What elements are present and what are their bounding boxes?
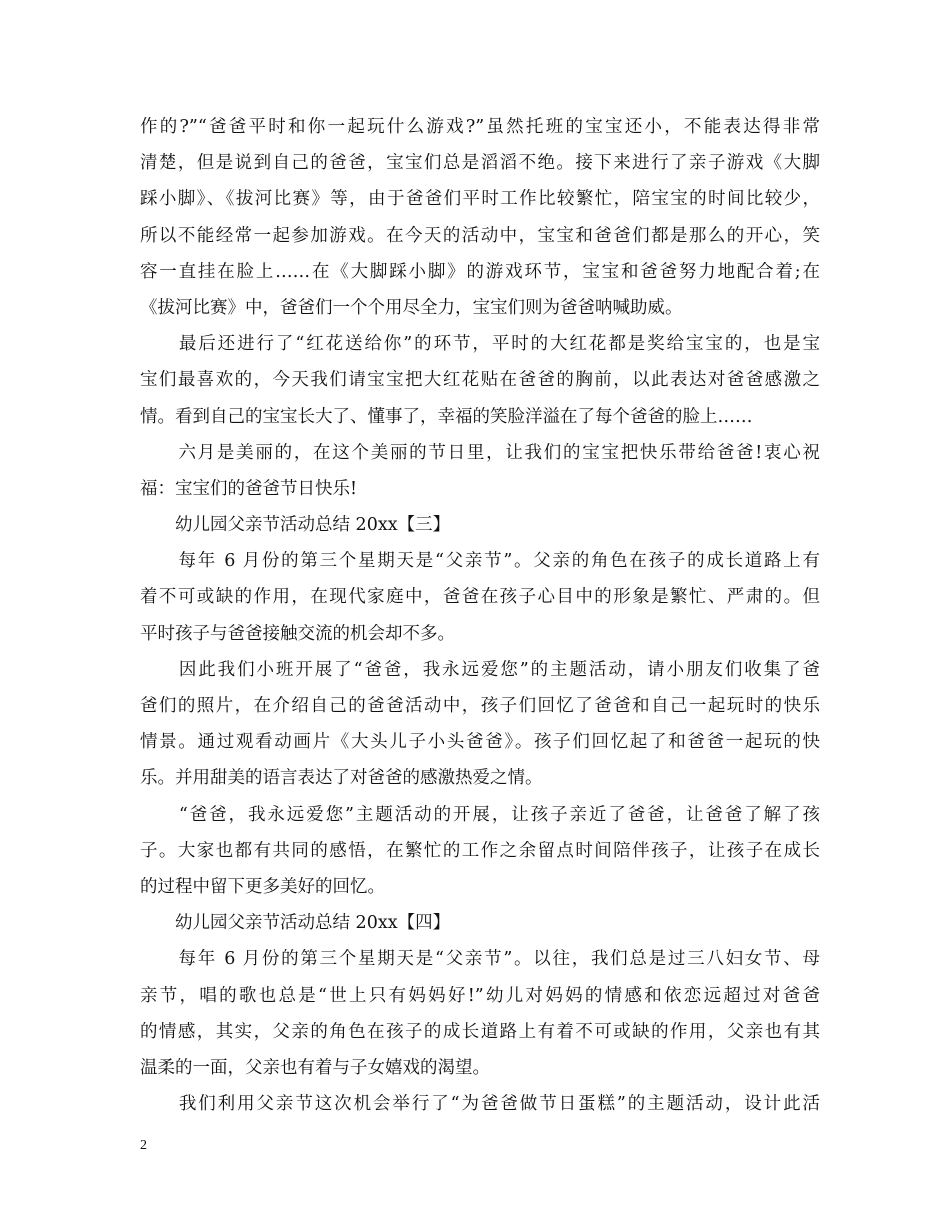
- text-line: 福：宝宝们的爸爸节日快乐!: [140, 478, 358, 499]
- text-line: 亲节，唱的歌也总是“世上只有妈妈好!”幼儿对妈妈的情感和依恋远超过对爸爸: [140, 985, 820, 1006]
- text-line: 《拔河比赛》中，爸爸们一个个用尽全力，宝宝们则为爸爸呐喊助威。: [140, 297, 683, 318]
- text-line: 每年 6 月份的第三个星期天是“父亲节”。父亲的角色在孩子的成长道路上有: [140, 551, 820, 572]
- text-line: 平时孩子与爸爸接触交流的机会却不多。: [140, 623, 455, 644]
- body-text: [140, 109, 820, 1122]
- text-line: 温柔的一面，父亲也有着与子女嬉戏的渴望。: [140, 1057, 490, 1078]
- text-line: 着不可或缺的作用，在现代家庭中，爸爸在孩子心目中的形象是繁忙、严肃的。但: [140, 587, 820, 608]
- text-line: 每年 6 月份的第三个星期天是“父亲节”。以往，我们总是过三八妇女节、母: [140, 949, 820, 970]
- section-heading: 幼儿园父亲节活动总结 20xx【四】: [140, 913, 451, 934]
- section-heading: 幼儿园父亲节活动总结 20xx【三】: [140, 515, 451, 536]
- text-line: “爸爸，我永远爱您”主题活动的开展，让孩子亲近了爸爸，让爸爸了解了孩: [140, 804, 820, 825]
- text-line: 乐。并用甜美的语言表达了对爸爸的感激热爱之情。: [140, 768, 543, 789]
- text-line: 容一直挂在脸上……在《大脚踩小脚》的游戏环节，宝宝和爸爸努力地配合着;在: [140, 261, 820, 282]
- text-line: 作的?”“爸爸平时和你一起玩什么游戏?”虽然托班的宝宝还小，不能表达得非常: [140, 117, 820, 137]
- text-line: 的情感，其实，父亲的角色在孩子的成长道路上有着不可或缺的作用，父亲也有其: [140, 1021, 820, 1042]
- text-line: 子。大家也都有共同的感悟，在繁忙的工作之余留点时间陪伴孩子，让孩子在成长: [140, 840, 820, 861]
- text-line: 清楚，但是说到自己的爸爸，宝宝们总是滔滔不绝。接下来进行了亲子游戏《大脚: [140, 153, 820, 174]
- text-line: 所以不能经常一起参加游戏。在今天的活动中，宝宝和爸爸们都是那么的开心，笑: [140, 225, 820, 246]
- text-line: 情。看到自己的宝宝长大了、懂事了，幸福的笑脸洋溢在了每个爸爸的脸上……: [140, 406, 753, 427]
- page-number: 2: [140, 1138, 147, 1153]
- text-line: 的过程中留下更多美好的回忆。: [140, 876, 385, 897]
- text-line: 宝们最喜欢的，今天我们请宝宝把大红花贴在爸爸的胸前，以此表达对爸爸感激之: [140, 370, 820, 391]
- text-line: 因此我们小班开展了“爸爸，我永远爱您”的主题活动，请小朋友们收集了爸: [140, 659, 820, 680]
- text-line: 踩小脚》、《拔河比赛》等，由于爸爸们平时工作比较繁忙，陪宝宝的时间比较少，: [140, 189, 820, 210]
- text-line: 情景。通过观看动画片《大头儿子小头爸爸》。孩子们回忆起了和爸爸一起玩的快: [140, 732, 820, 753]
- text-line: 最后还进行了“红花送给你”的环节，平时的大红花都是奖给宝宝的，也是宝: [140, 334, 820, 355]
- text-line: 爸们的照片，在介绍自己的爸爸活动中，孩子们回忆了爸爸和自己一起玩时的快乐: [140, 696, 820, 716]
- text-line: 六月是美丽的，在这个美丽的节日里，让我们的宝宝把快乐带给爸爸!衷心祝: [140, 442, 820, 463]
- text-line: 我们利用父亲节这次机会举行了“为爸爸做节日蛋糕”的主题活动，设计此活: [140, 1094, 820, 1115]
